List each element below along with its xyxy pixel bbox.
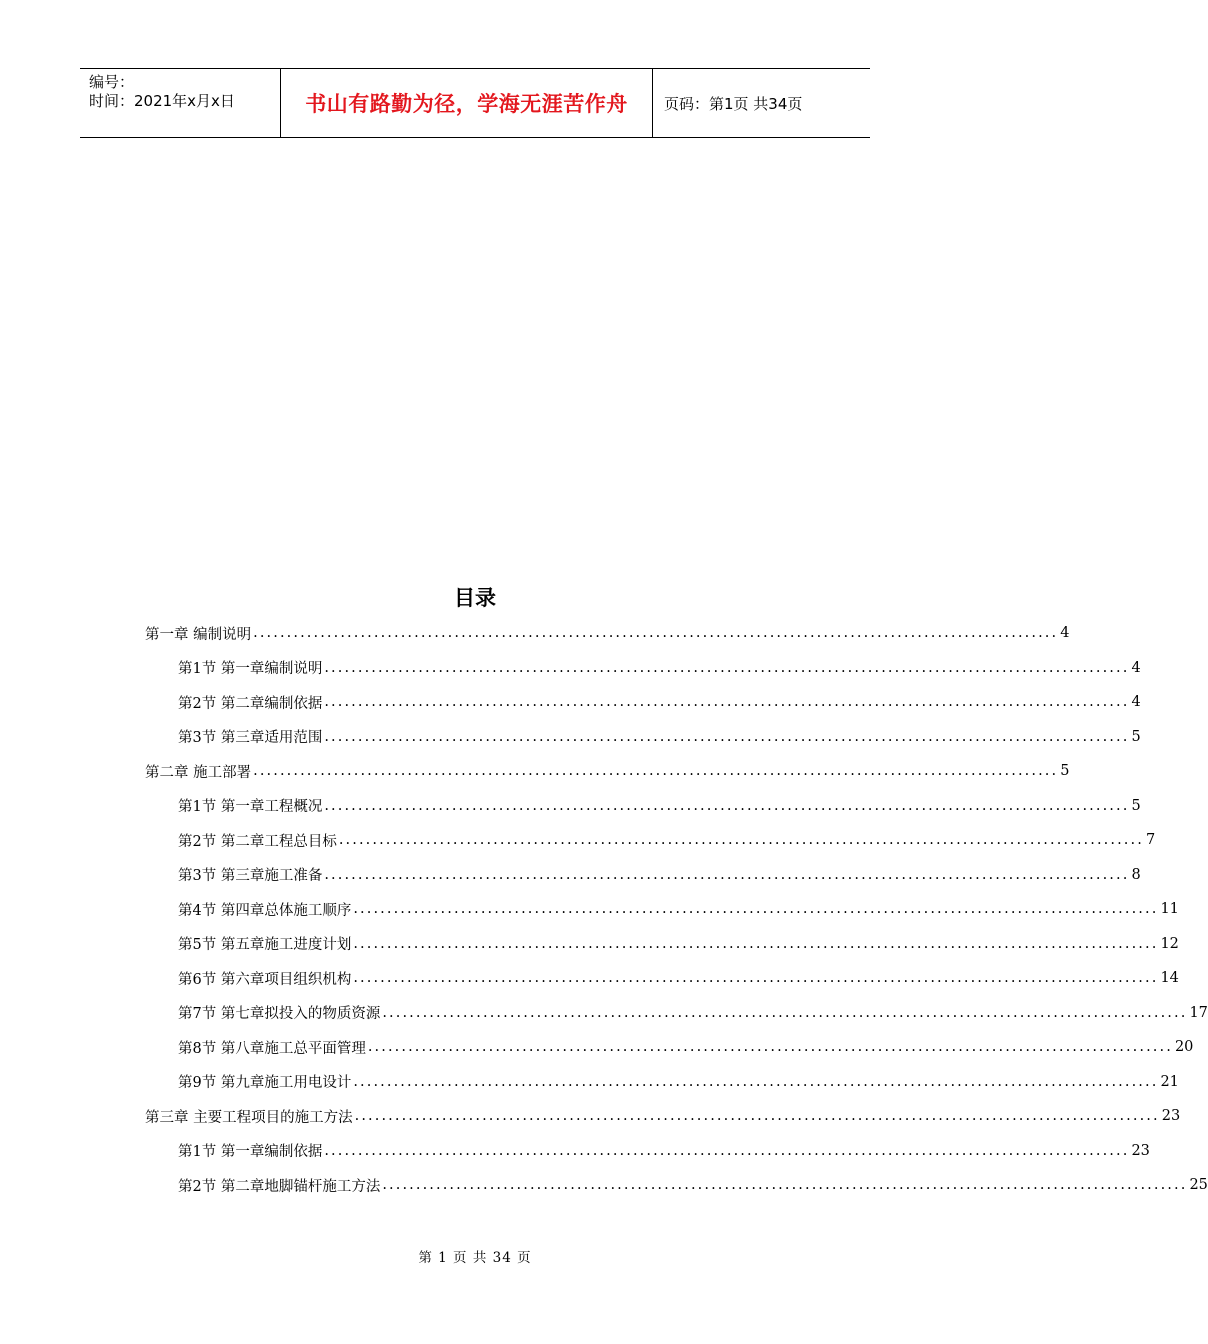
toc-entry[interactable]	[145, 1099, 1181, 1134]
header-meta-cell	[80, 69, 281, 137]
toc-entry-page: 4	[1060, 625, 1070, 642]
toc-entry-text: 第9节 第九章施工用电设计	[178, 1075, 352, 1092]
header-page-info: 页码：第1页 共34页	[664, 94, 803, 113]
toc-entry-page: 20	[1174, 1039, 1194, 1056]
toc-leader-dots: ........................................................................................................................	[367, 1039, 1173, 1056]
toc-entry-text: 第2节 第二章工程总目标	[178, 833, 337, 850]
toc-entry-text: 第二章 施工部署	[145, 764, 252, 781]
toc-entry-page: 11	[1160, 901, 1179, 918]
header-motto: 书山有路勤为径，学海无涯苦作舟	[281, 69, 653, 137]
page-footer: 第 1 页 共 34 页	[418, 1250, 532, 1266]
toc-title: 目录	[454, 586, 496, 610]
toc-entry-text: 第4节 第四章总体施工顺序	[178, 902, 352, 919]
toc-entry[interactable]	[145, 823, 1156, 858]
toc-entry-text: 第7节 第七章拟投入的物质资源	[178, 1006, 381, 1023]
toc-entry-text: 第8节 第八章施工总平面管理	[178, 1040, 366, 1057]
toc-entry-text: 第5节 第五章施工进度计划	[178, 937, 352, 954]
toc-entry-page: 5	[1060, 763, 1070, 780]
toc-entry[interactable]	[145, 892, 1179, 927]
toc-entry[interactable]	[145, 1168, 1208, 1203]
toc-leader-dots: ........................................................................................................................	[353, 970, 1159, 987]
toc-entry[interactable]	[145, 927, 1179, 962]
toc-entry[interactable]	[145, 685, 1141, 720]
toc-entry-page: 17	[1189, 1004, 1208, 1021]
toc-entry-text: 第一章 编制说明	[145, 626, 252, 643]
toc-entry-text: 第6节 第六章项目组织机构	[178, 971, 352, 988]
toc-entry[interactable]	[145, 1134, 1150, 1169]
toc-leader-dots: ........................................................................................................................	[324, 797, 1130, 814]
toc-entry-page: 14	[1160, 970, 1179, 987]
toc-entry-text: 第1节 第一章编制说明	[178, 661, 323, 678]
toc-leader-dots: ........................................................................................................................	[353, 901, 1159, 918]
toc-entry-page: 4	[1131, 694, 1141, 711]
toc-entry-page: 21	[1160, 1073, 1179, 1090]
toc-entry-page: 8	[1131, 866, 1141, 883]
toc-entry-page: 5	[1131, 797, 1141, 814]
toc-entry[interactable]	[145, 961, 1179, 996]
toc-entry-page: 7	[1145, 832, 1156, 849]
toc-entry[interactable]	[145, 858, 1141, 893]
toc-leader-dots: ........................................................................................................................	[354, 1108, 1160, 1125]
toc-entry[interactable]	[145, 789, 1141, 824]
toc-entry-text: 第1节 第一章编制依据	[178, 1144, 323, 1161]
toc-leader-dots: ........................................................................................................................	[324, 659, 1130, 676]
document-number-label: 编号：	[89, 73, 135, 91]
toc-entry-text: 第3节 第三章适用范围	[178, 730, 323, 747]
table-of-contents	[145, 616, 1208, 1203]
toc-entry[interactable]	[145, 1065, 1179, 1100]
toc-leader-dots: ........................................................................................................................	[324, 694, 1130, 711]
toc-entry[interactable]	[145, 651, 1141, 686]
toc-entry-text: 第2节 第二章编制依据	[178, 695, 323, 712]
toc-entry[interactable]	[145, 1030, 1194, 1065]
toc-leader-dots: ........................................................................................................................	[353, 935, 1159, 952]
toc-leader-dots: ........................................................................................................................	[253, 625, 1059, 642]
toc-entry-page: 5	[1131, 728, 1141, 745]
toc-entry-text: 第2节 第二章地脚锚杆施工方法	[178, 1178, 381, 1195]
toc-entry-text: 第1节 第一章工程概况	[178, 799, 323, 816]
toc-leader-dots: ........................................................................................................................	[382, 1004, 1188, 1021]
toc-entry-page: 4	[1131, 659, 1141, 676]
toc-entry-text: 第3节 第三章施工准备	[178, 868, 323, 885]
toc-entry[interactable]	[145, 720, 1141, 755]
toc-leader-dots: ........................................................................................................................	[324, 1142, 1130, 1159]
toc-leader-dots: ........................................................................................................................	[324, 866, 1130, 883]
page-header	[80, 68, 870, 138]
toc-leader-dots: ........................................................................................................................	[338, 832, 1144, 849]
toc-entry[interactable]	[145, 616, 1070, 651]
toc-entry-page: 23	[1161, 1108, 1181, 1125]
toc-entry-page: 25	[1189, 1177, 1208, 1194]
toc-leader-dots: ........................................................................................................................	[253, 763, 1059, 780]
toc-leader-dots: ........................................................................................................................	[353, 1073, 1159, 1090]
toc-entry-text: 第三章 主要工程项目的施工方法	[145, 1109, 353, 1126]
toc-entry[interactable]	[145, 996, 1208, 1031]
toc-leader-dots: ........................................................................................................................	[324, 728, 1130, 745]
toc-leader-dots: ........................................................................................................................	[382, 1177, 1188, 1194]
document-date-label: 时间：2021年x月x日	[89, 92, 235, 110]
toc-entry-page: 12	[1160, 935, 1179, 952]
toc-entry-page: 23	[1131, 1142, 1150, 1159]
toc-entry[interactable]	[145, 754, 1070, 789]
